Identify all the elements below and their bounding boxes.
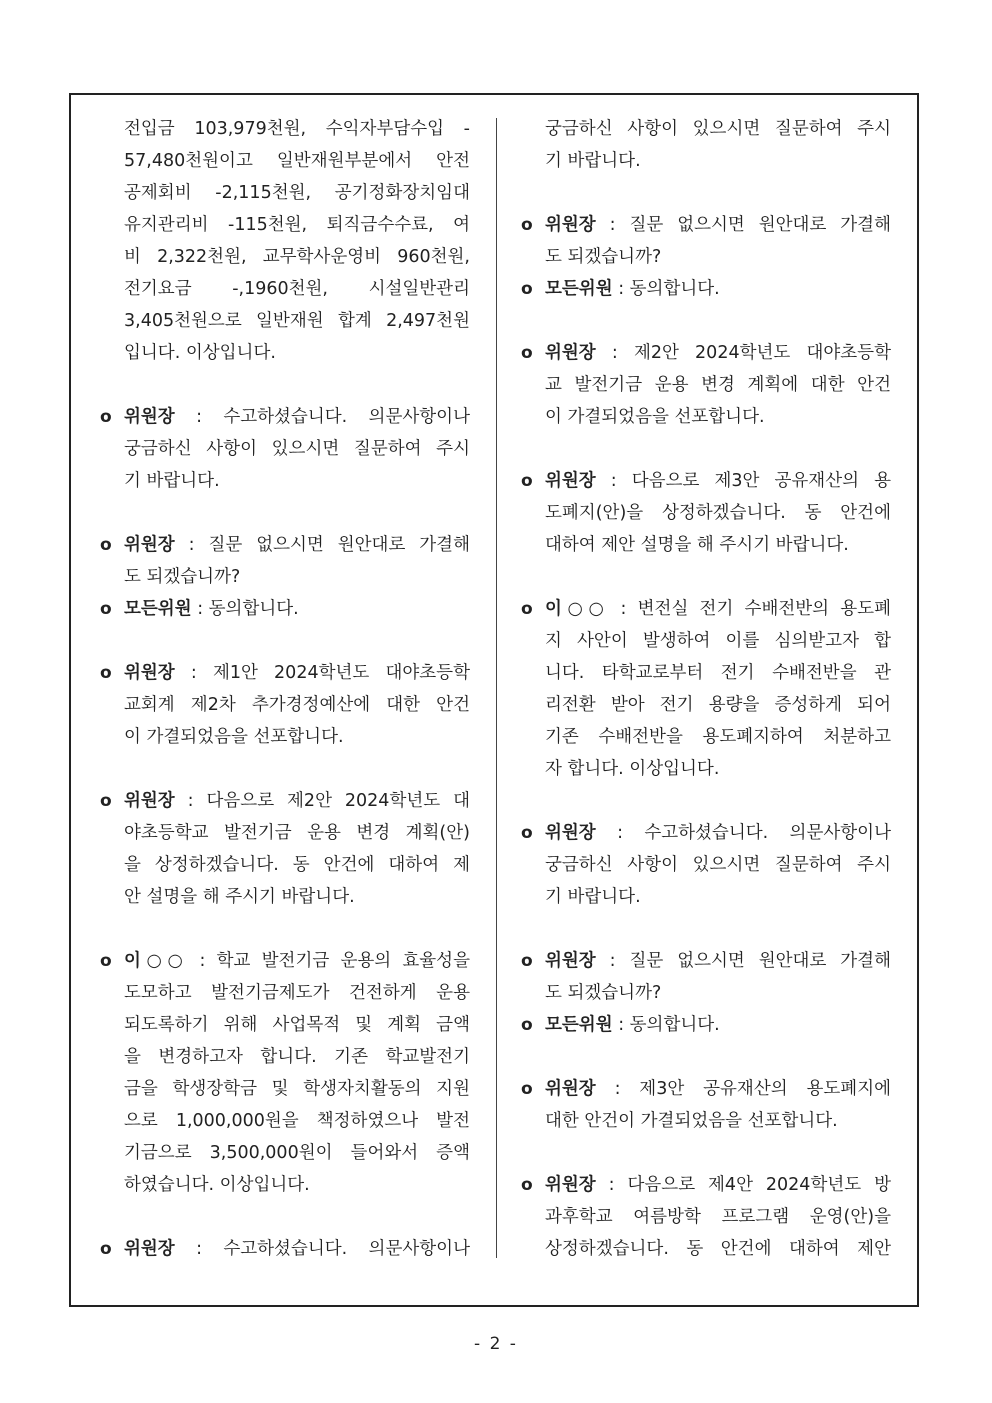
statement: [521, 1169, 891, 1265]
statement-text: : 제3안 공유재산의 용도폐지에: [595, 1079, 891, 1099]
text-line: 공제회비 -2,115천원, 공기정화장치임대: [124, 183, 470, 203]
bullet-marker: o: [521, 951, 533, 971]
statement: [521, 1073, 891, 1137]
statement-first-line: [521, 273, 891, 305]
text-line: 도 되겠습니까?: [124, 567, 241, 587]
bullet-marker: o: [100, 407, 112, 427]
text-line: 궁금하신 사항이 있으시면 질문하여 주시: [545, 855, 891, 875]
statement-first-line: [100, 657, 470, 689]
statement-first-line: [521, 1169, 891, 1201]
text-line: 도 되겠습니까?: [545, 983, 662, 1003]
text-line: 을 변경하고자 합니다. 기존 학교발전기: [124, 1047, 470, 1067]
text-line: 비 2,322천원, 교무학사운영비 960천원,: [124, 247, 470, 267]
bullet-marker: o: [521, 1175, 533, 1195]
text-line: 도모하고 발전기금제도가 건전하게 운용: [124, 983, 470, 1003]
statement-first-line: [521, 337, 891, 369]
speaker-name: 위원장: [545, 1175, 596, 1195]
statement: [100, 529, 470, 593]
text-line: 기금으로 3,500,000원이 들어와서 증액: [124, 1143, 470, 1163]
speaker-name: 모든위원: [124, 599, 192, 619]
statement-text: : 질문 없으시면 원안대로 가결해: [174, 535, 470, 555]
statement-first-line: [100, 593, 470, 625]
speaker-name: 위원장: [124, 1239, 175, 1259]
statement: [521, 209, 891, 273]
statement-text: : 다음으로 제4안 2024학년도 방: [595, 1175, 891, 1195]
text-line: 유지관리비 -115천원, 퇴직금수수료, 여: [124, 215, 470, 235]
bullet-marker: o: [521, 471, 533, 491]
column-divider: [496, 118, 497, 1258]
statement-text: : 학교 발전기금 운용의 효율성을: [188, 951, 470, 971]
speaker-name: 모든위원: [545, 279, 613, 299]
continuation-block: [100, 113, 470, 369]
statement: [100, 945, 470, 1201]
text-line: 금을 학생장학금 및 학생자치활동의 지원: [124, 1079, 470, 1099]
bullet-marker: o: [100, 791, 112, 811]
statement: [100, 657, 470, 753]
text-line: 안 설명을 해 주시기 바랍니다.: [124, 887, 355, 907]
bullet-marker: o: [521, 1079, 533, 1099]
statement: [521, 1009, 891, 1041]
statement-text: : 수고하셨습니다. 의문사항이나: [595, 823, 891, 843]
text-line: 기 바랍니다.: [545, 151, 641, 171]
statement-text: : 다음으로 제3안 공유재산의 용: [595, 471, 891, 491]
statement-text: : 제2안 2024학년도 대야초등학: [595, 343, 891, 363]
bullet-marker: o: [100, 951, 112, 971]
statement: [100, 401, 470, 497]
text-line: 되도록하기 위해 사업목적 및 계획 금액: [124, 1015, 470, 1035]
statement-first-line: [521, 209, 891, 241]
statement-text: : 동의합니다.: [191, 599, 299, 619]
text-line: 전입금 103,979천원, 수익자부담수입 -: [124, 119, 470, 139]
statement: [100, 1233, 470, 1265]
speaker-name: 위원장: [124, 663, 175, 683]
speaker-name: 위원장: [124, 407, 175, 427]
bullet-marker: o: [100, 663, 112, 683]
page-number: - 2 -: [474, 1334, 518, 1354]
statement-text: : 질문 없으시면 원안대로 가결해: [595, 215, 891, 235]
statement: [521, 945, 891, 1009]
text-line: 으로 1,000,000원을 책정하였으나 발전: [124, 1111, 470, 1131]
statement: [100, 785, 470, 913]
text-line: 하였습니다. 이상입니다.: [124, 1175, 310, 1195]
statement: [521, 337, 891, 433]
speaker-name: 위원장: [545, 471, 596, 491]
bullet-marker: o: [521, 343, 533, 363]
text-line: 3,405천원으로 일반재원 합계 2,497천원: [124, 311, 470, 331]
continuation-block: [521, 113, 891, 177]
text-line: 궁금하신 사항이 있으시면 질문하여 주시: [545, 119, 891, 139]
bullet-marker: o: [521, 279, 533, 299]
text-line: 이 가결되었음을 선포합니다.: [545, 407, 765, 427]
statement-first-line: [100, 401, 470, 433]
statement-first-line: [100, 529, 470, 561]
statement-first-line: [521, 1009, 891, 1041]
statement-text: : 다음으로 제2안 2024학년도 대: [174, 791, 470, 811]
speaker-name: 위원장: [545, 951, 596, 971]
text-line: 니다. 타학교로부터 전기 수배전반을 관: [545, 663, 891, 683]
statement-first-line: [521, 817, 891, 849]
speaker-name: 모든위원: [545, 1015, 613, 1035]
text-line: 교회계 제2차 추가경정예산에 대한 안건: [124, 695, 470, 715]
speaker-name: 위원장: [545, 215, 596, 235]
text-line: 기존 수배전반을 용도폐지하여 처분하고: [545, 727, 891, 747]
bullet-marker: o: [521, 1015, 533, 1035]
bullet-marker: o: [100, 535, 112, 555]
text-line: 도폐지(안)을 상정하겠습니다. 동 안건에: [545, 503, 891, 523]
left-column: [100, 113, 470, 1265]
speaker-name: 위원장: [545, 343, 596, 363]
statement-text: : 질문 없으시면 원안대로 가결해: [595, 951, 891, 971]
bullet-marker: o: [521, 823, 533, 843]
statement: [521, 273, 891, 305]
text-line: 도 되겠습니까?: [545, 247, 662, 267]
text-line: 전기요금 -,1960천원, 시설일반관리: [124, 279, 470, 299]
speaker-name: 위원장: [124, 535, 175, 555]
speaker-name: 위원장: [545, 1079, 596, 1099]
statement: [521, 593, 891, 785]
text-line: 대하여 제안 설명을 해 주시기 바랍니다.: [545, 535, 849, 555]
bullet-marker: o: [100, 599, 112, 619]
text-line: 기 바랍니다.: [124, 471, 220, 491]
statement-text: : 제1안 2024학년도 대야초등학: [174, 663, 470, 683]
text-line: 기 바랍니다.: [545, 887, 641, 907]
bullet-marker: o: [521, 215, 533, 235]
statement-first-line: [100, 945, 470, 977]
text-line: 교 발전기금 운용 변경 계획에 대한 안건: [545, 375, 891, 395]
text-line: 이 가결되었음을 선포합니다.: [124, 727, 344, 747]
text-line: 과후학교 여름방학 프로그램 운영(안)을: [545, 1207, 891, 1227]
text-line: 자 합니다. 이상입니다.: [545, 759, 720, 779]
text-line: 입니다. 이상입니다.: [124, 343, 276, 363]
text-line: 야초등학교 발전기금 운용 변경 계획(안): [124, 823, 470, 843]
statement-first-line: [521, 945, 891, 977]
statement-first-line: [521, 1073, 891, 1105]
statement-first-line: [521, 593, 891, 625]
bullet-marker: o: [100, 1239, 112, 1259]
statement: [521, 465, 891, 561]
text-line: 대한 안건이 가결되었음을 선포합니다.: [545, 1111, 838, 1131]
text-line: 지 사안이 발생하여 이를 심의받고자 합: [545, 631, 891, 651]
statement: [521, 817, 891, 913]
statement: [100, 593, 470, 625]
speaker-name: 위원장: [124, 791, 175, 811]
statement-first-line: [521, 465, 891, 497]
speaker-name: 이○○: [545, 599, 610, 619]
statement-text: : 동의합니다.: [612, 279, 720, 299]
statement-text: : 수고하셨습니다. 의문사항이나: [174, 407, 470, 427]
text-line: 상정하겠습니다. 동 안건에 대하여 제안: [545, 1239, 891, 1259]
right-column: [521, 113, 891, 1265]
text-line: 을 상정하겠습니다. 동 안건에 대하여 제: [124, 855, 470, 875]
statement-text: : 변전실 전기 수배전반의 용도폐: [609, 599, 891, 619]
bullet-marker: o: [521, 599, 533, 619]
statement-text: : 수고하셨습니다. 의문사항이나: [174, 1239, 470, 1259]
text-line: 궁금하신 사항이 있으시면 질문하여 주시: [124, 439, 470, 459]
speaker-name: 위원장: [545, 823, 596, 843]
statement-text: : 동의합니다.: [612, 1015, 720, 1035]
statement-first-line: [100, 785, 470, 817]
statement-first-line: [100, 1233, 470, 1265]
text-line: 리전환 받아 전기 용량을 증성하게 되어: [545, 695, 891, 715]
speaker-name: 이○○: [124, 951, 189, 971]
text-line: 57,480천원이고 일반재원부분에서 안전: [124, 151, 470, 171]
